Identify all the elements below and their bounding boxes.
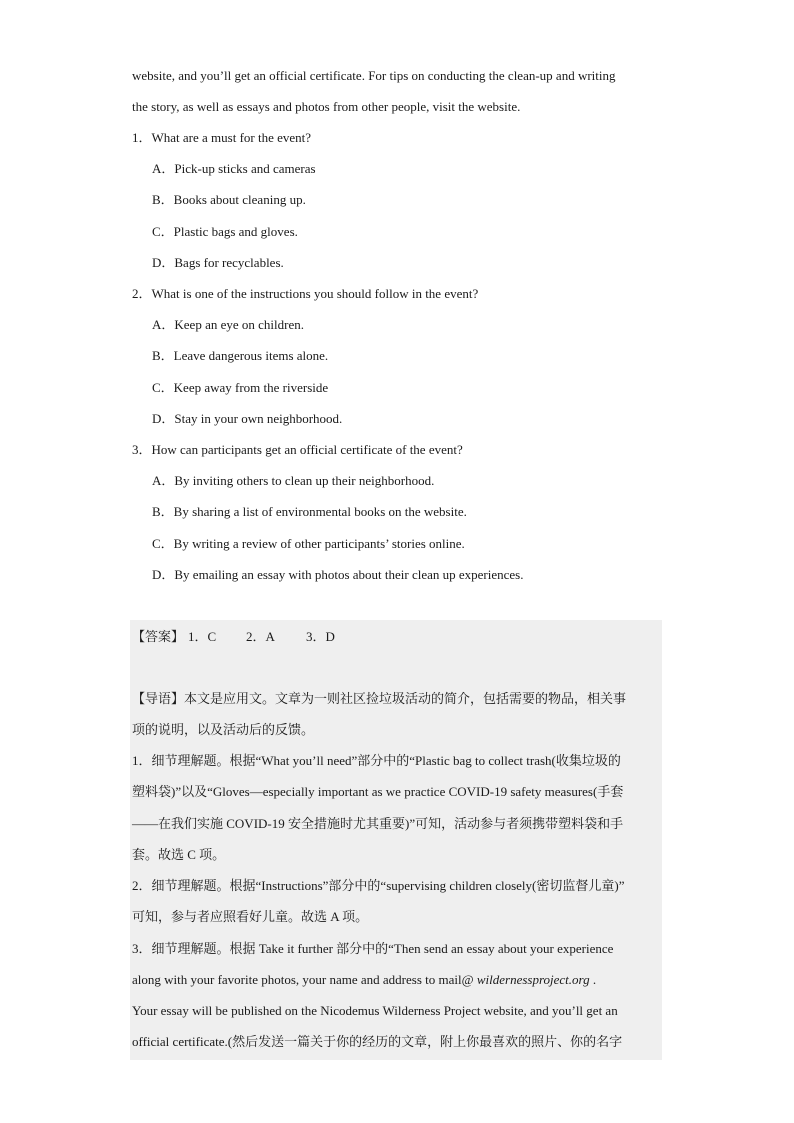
explanation-line: 【导语】本文是应用文。文章为一则社区捡垃圾活动的简介，包括需要的物品，相关事 (132, 691, 627, 706)
question-2-option-a: A．Keep an eye on children. (152, 317, 304, 332)
answer-2: 2．A (246, 629, 275, 644)
question-3-option-b: B．By sharing a list of environmental books on the website. (152, 504, 467, 519)
question-1-option-a: A．Pick-up sticks and cameras (152, 161, 316, 176)
question-2-stem: 2．What is one of the instructions you should follow in the event? (132, 286, 479, 301)
explanation-line: official certificate.(然后发送一篇关于你的经历的文章，附上你最喜欢的照片、你的名字 (132, 1034, 623, 1049)
question-2-option-c: C．Keep away from the riverside (152, 380, 329, 395)
answer-explanation-box (130, 620, 662, 1060)
question-1-option-d: D．Bags for recyclables. (152, 255, 284, 270)
answer-1: 1．C (188, 629, 217, 644)
answer-3: 3．D (306, 629, 335, 644)
explanation-line: 可知，参与者应照看好儿童。故选 A 项。 (132, 909, 369, 924)
explanation-line: 2．细节理解题。根据“Instructions”部分中的“supervising children closely(密切监督儿童)” (132, 878, 625, 893)
question-2-option-b: B．Leave dangerous items alone. (152, 348, 329, 363)
question-1-stem: 1．What are a must for the event? (132, 130, 312, 145)
question-3-stem: 3．How can participants get an official certificate of the event? (132, 442, 463, 457)
email-domain: wildernessproject.org (476, 972, 590, 987)
explanation-line: ——在我们实施 COVID-19 安全措施时尤其重要)”可知，活动参与者须携带塑料袋和手 (132, 816, 624, 831)
question-1-option-b: B．Books about cleaning up. (152, 192, 306, 207)
explanation-email-line (132, 971, 596, 989)
explanation-line: Your essay will be published on the Nicodemus Wilderness Project website, and you’ll get an (132, 1003, 618, 1018)
email-suffix: . (589, 972, 597, 987)
email-prefix: along with your favorite photos, your name and address to mail@ (132, 972, 477, 987)
explanation-line: 项的说明，以及活动后的反馈。 (132, 722, 315, 737)
question-3-option-d: D．By emailing an essay with photos about their clean up experiences. (152, 567, 524, 582)
explanation-line: 3．细节理解题。根据 Take it further 部分中的“Then send an essay about your experience (132, 941, 614, 956)
question-2-option-d: D．Stay in your own neighborhood. (152, 411, 343, 426)
question-1-option-c: C．Plastic bags and gloves. (152, 224, 298, 239)
intro-line-1: website, and you’ll get an official certificate. For tips on conducting the clean-up and writing (132, 68, 616, 83)
explanation-line: 塑料袋)”以及“Gloves—especially important as we practice COVID-19 safety measures(手套 (132, 784, 624, 799)
explanation-line: 套。故选 C 项。 (132, 847, 226, 862)
question-3-option-a: A．By inviting others to clean up their neighborhood. (152, 473, 435, 488)
question-3-option-c: C．By writing a review of other participants’ stories online. (152, 536, 465, 551)
explanation-line: 1．细节理解题。根据“What you’ll need”部分中的“Plastic bag to collect trash(收集垃圾的 (132, 753, 621, 768)
answer-label: 【答案】 (132, 629, 185, 644)
intro-line-2: the story, as well as essays and photos from other people, visit the website. (132, 99, 521, 114)
